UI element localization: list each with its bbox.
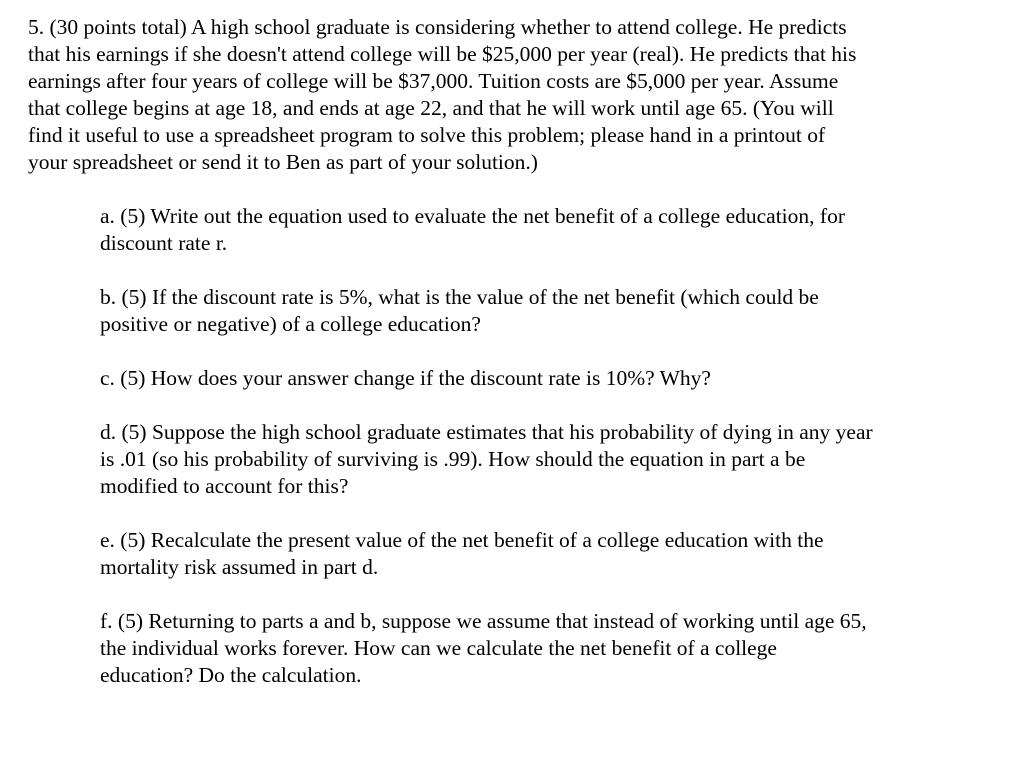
part-a: [100, 203, 1008, 257]
part-c: [100, 365, 1008, 392]
part-line: discount rate r.: [100, 231, 228, 255]
problem-intro: [28, 14, 1008, 176]
part-line: f. (5) Returning to parts a and b, suppose we assume that instead of working until age 65,: [100, 609, 867, 633]
part-b: [100, 284, 1008, 338]
part-line: d. (5) Suppose the high school graduate estimates that his probability of dying in any year: [100, 420, 873, 444]
part-line: modified to account for this?: [100, 474, 349, 498]
intro-line: find it useful to use a spreadsheet program to solve this problem; please hand in a printout of: [28, 123, 826, 147]
part-line: education? Do the calculation.: [100, 663, 362, 687]
intro-line: 5. (30 points total) A high school graduate is considering whether to attend college. He predicts: [28, 15, 847, 39]
part-line: a. (5) Write out the equation used to evaluate the net benefit of a college education, for: [100, 204, 845, 228]
part-line: e. (5) Recalculate the present value of the net benefit of a college education with the: [100, 528, 824, 552]
part-line: positive or negative) of a college education?: [100, 312, 481, 336]
part-f: [100, 608, 1008, 689]
intro-line: that his earnings if she doesn't attend college will be $25,000 per year (real). He predicts that his: [28, 42, 857, 66]
problem-document: [28, 14, 1008, 689]
intro-line: earnings after four years of college will be $37,000. Tuition costs are $5,000 per year. Assume: [28, 69, 839, 93]
intro-line: your spreadsheet or send it to Ben as part of your solution.): [28, 150, 538, 174]
part-e: [100, 527, 1008, 581]
part-line: is .01 (so his probability of surviving is .99). How should the equation in part a be: [100, 447, 806, 471]
part-line: the individual works forever. How can we calculate the net benefit of a college: [100, 636, 777, 660]
part-line: c. (5) How does your answer change if the discount rate is 10%? Why?: [100, 366, 711, 390]
part-d: [100, 419, 1008, 500]
problem-parts: [28, 203, 1008, 689]
intro-line: that college begins at age 18, and ends at age 22, and that he will work until age 65. (You will: [28, 96, 834, 120]
part-line: b. (5) If the discount rate is 5%, what is the value of the net benefit (which could be: [100, 285, 819, 309]
part-line: mortality risk assumed in part d.: [100, 555, 379, 579]
